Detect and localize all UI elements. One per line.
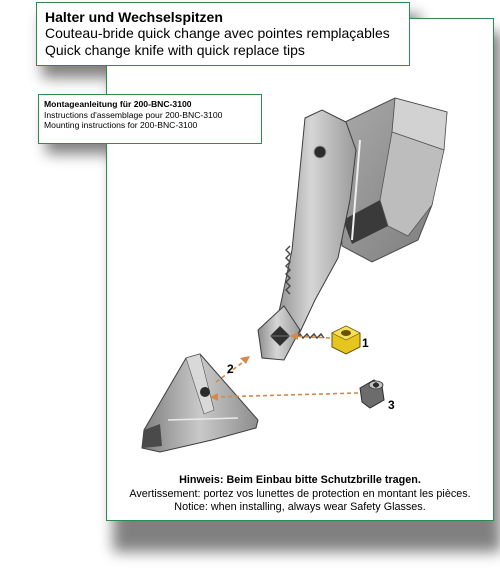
title-english: Quick change knife with quick replace tips [45,42,305,58]
title-box [36,2,410,66]
callout-bolt: 3 [388,398,395,412]
callout-nut: 1 [362,336,369,350]
notice-french: Avertissement: portez vos lunettes de protection en montant les pièces. [129,488,471,500]
knife-holder [258,110,356,360]
notice-german: Hinweis: Beim Einbau bitte Schutzbrille tragen. [179,474,421,486]
instructions-english: Mounting instructions for 200-BNC-3100 [44,120,198,131]
notice-english: Notice: when installing, always wear Safety Glasses. [174,501,426,513]
title-german: Halter und Wechselspitzen [45,9,223,25]
title-french: Couteau-bride quick change avec pointes remplaçables [45,25,390,41]
instructions-french: Instructions d'assemblage pour 200-BNC-3100 [44,109,223,120]
knife-housing [338,98,447,262]
replaceable-tip [142,354,258,452]
socket-bolt [360,380,384,408]
callout-tip: 2 [227,362,234,376]
instructions-box [38,94,262,144]
hex-nut [332,326,360,354]
instructions-german: Montageanleitung für 200-BNC-3100 [44,99,192,109]
